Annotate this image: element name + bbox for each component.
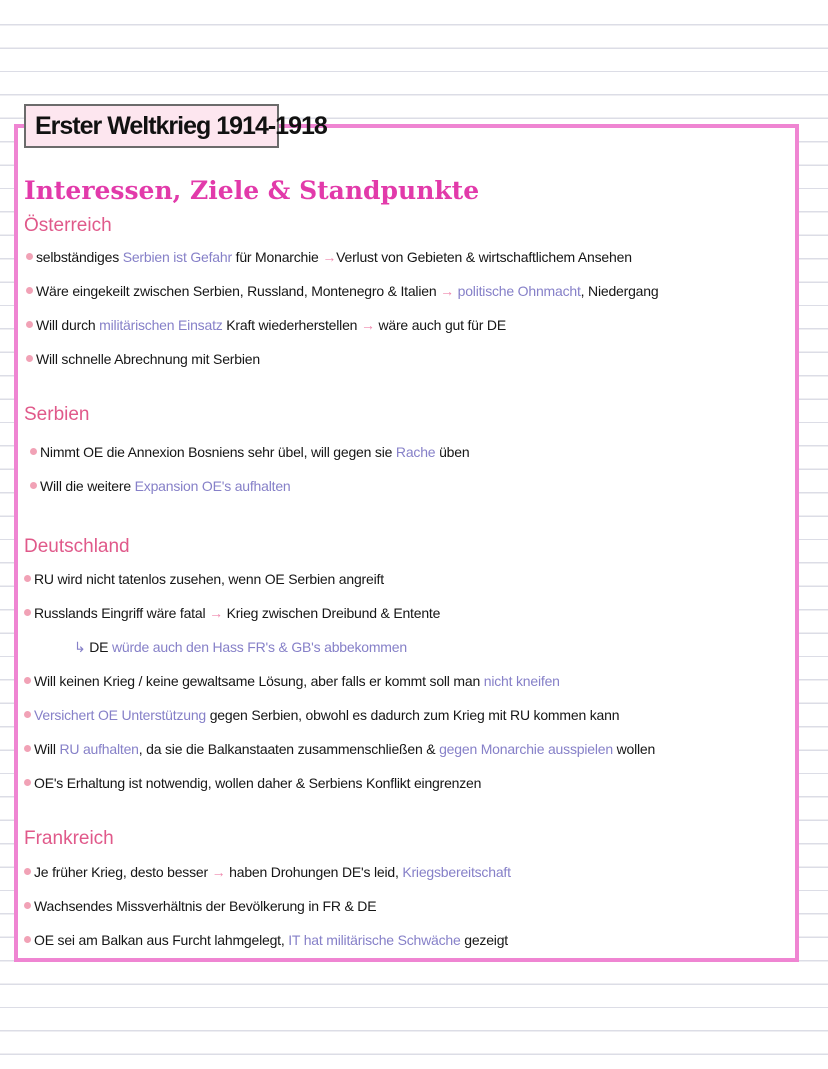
list-deutschland bbox=[24, 565, 655, 803]
list-item: OE sei am Balkan aus Furcht lahmgelegt, IT hat militärische Schwäche gezeigt bbox=[24, 926, 511, 960]
page-title: Erster Weltkrieg 1914-1918 bbox=[24, 104, 279, 148]
list-frankreich bbox=[24, 858, 511, 960]
list-item-sub: ↳ DE würde auch den Hass FR's & GB's abbekommen bbox=[74, 639, 407, 655]
list-oesterreich bbox=[26, 243, 658, 379]
list-item: Nimmt OE die Annexion Bosniens sehr übel, will gegen sie Rache üben bbox=[30, 438, 469, 472]
section-heading-deutschland: Deutschland bbox=[24, 536, 130, 557]
list-item: Je früher Krieg, desto besser → haben Drohungen DE's leid, Kriegsbereitschaft bbox=[24, 858, 511, 892]
list-item: Russlands Eingriff wäre fatal → Krieg zwischen Dreibund & Entente bbox=[24, 599, 655, 633]
list-item: selbständiges Serbien ist Gefahr für Monarchie →Verlust von Gebieten & wirtschaftlichem Ansehen bbox=[26, 243, 658, 277]
section-heading-oesterreich: Österreich bbox=[24, 215, 112, 236]
return-arrow-icon: ↳ bbox=[74, 639, 86, 655]
list-serbien bbox=[30, 438, 469, 506]
list-item: RU wird nicht tatenlos zusehen, wenn OE Serbien angreift bbox=[24, 565, 655, 599]
list-item: Wachsendes Missverhältnis der Bevölkerung in FR & DE bbox=[24, 892, 511, 926]
list-item: Will schnelle Abrechnung mit Serbien bbox=[26, 345, 658, 379]
list-item: Will keinen Krieg / keine gewaltsame Lösung, aber falls er kommt soll man nicht kneifen bbox=[24, 667, 655, 701]
list-item: OE's Erhaltung ist notwendig, wollen daher & Serbiens Konflikt eingrenzen bbox=[24, 769, 655, 803]
list-item: Wäre eingekeilt zwischen Serbien, Russland, Montenegro & Italien → politische Ohnmacht, Niedergang bbox=[26, 277, 658, 311]
section-heading-serbien: Serbien bbox=[24, 404, 90, 425]
main-heading: Interessen, Ziele & Standpunkte bbox=[24, 176, 480, 205]
list-item: Will durch militärischen Einsatz Kraft wiederherstellen → wäre auch gut für DE bbox=[26, 311, 658, 345]
list-item: Will RU aufhalten, da sie die Balkanstaaten zusammenschließen & gegen Monarchie ausspielen wollen bbox=[24, 735, 655, 769]
section-heading-frankreich: Frankreich bbox=[24, 828, 114, 849]
list-item: Will die weitere Expansion OE's aufhalten bbox=[30, 472, 469, 506]
list-item: Versichert OE Unterstützung gegen Serbien, obwohl es dadurch zum Krieg mit RU kommen kann bbox=[24, 701, 655, 735]
